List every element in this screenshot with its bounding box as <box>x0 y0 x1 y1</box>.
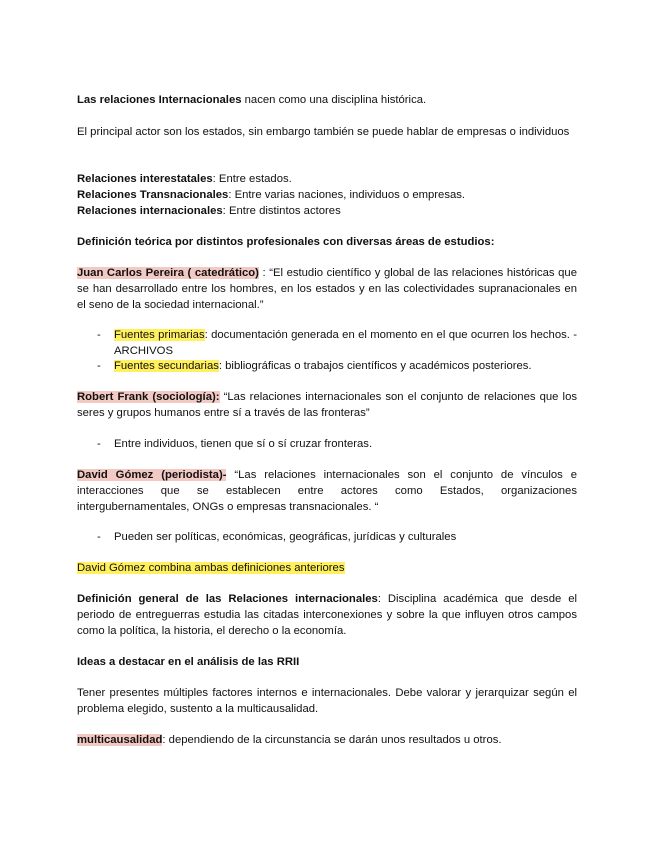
gomez-paragraph <box>77 467 577 515</box>
list-item-fuentes-primarias <box>97 327 577 359</box>
bullet-text: Entre individuos, tienen que sí o sí cruzar fronteras. <box>114 438 373 450</box>
frank-name: Robert Frank (sociología): <box>77 391 220 403</box>
gomez-name: David Gómez (periodista)- <box>77 469 227 481</box>
heading-definicion-teorica: Definición teórica por distintos profesionales con diversas áreas de estudios: <box>77 236 495 248</box>
definition-term: Relaciones Transnacionales <box>77 189 229 201</box>
pereira-name: Juan Carlos Pereira ( catedrático) <box>77 267 259 279</box>
bullet-text <box>114 327 577 359</box>
definition-text: : Entre varias naciones, individuos o empresas. <box>228 189 466 201</box>
frank-paragraph <box>77 389 577 421</box>
definition-term: Relaciones interestatales <box>77 173 213 185</box>
list-item-cruzar-fronteras <box>97 436 577 452</box>
definition-internacionales <box>77 203 577 219</box>
bullet-text <box>114 358 577 374</box>
bullet-text: Pueden ser políticas, económicas, geográficas, jurídicas y culturales <box>114 531 457 543</box>
highlight-fuentes-secundarias: Fuentes secundarias <box>114 360 219 372</box>
frank-quote: “Las relaciones internacionales son el conjunto de relaciones que los seres y grupos humanos entre sí a través de las fronteras” <box>77 391 577 419</box>
bullet-dash: - <box>97 360 101 372</box>
intro-bold: Las relaciones Internacionales <box>77 94 242 106</box>
bullet-dash: - <box>97 329 101 341</box>
general-definition-paragraph <box>77 591 577 639</box>
definition-transnacionales <box>77 187 577 203</box>
multicausalidad-text: : dependiendo de la circunstancia se darán unos resultados u otros. <box>162 734 502 746</box>
general-definition-text: : Disciplina académica que desde el periodo de entreguerras estudia las citadas interconexiones y sobre la que influyen otros campos como la política, la historia, el derecho o la economía. <box>77 593 577 637</box>
bullet-dash: - <box>97 438 101 450</box>
list-item-ambitos <box>97 529 577 545</box>
bullet-dash: - <box>97 531 101 543</box>
pereira-paragraph <box>77 265 577 313</box>
gomez-quote: “Las relaciones internacionales son el conjunto de vínculos e interacciones que se establecen entre actores como Estados, organizaciones intergubernamentales, ONGs o empresas transnacionales. “ <box>77 469 577 513</box>
intro-paragraph <box>77 92 577 108</box>
combina-paragraph <box>77 560 577 576</box>
highlight-combina: David Gómez combina ambas definiciones anteriores <box>77 562 345 574</box>
heading-ideas-destacar: Ideas a destacar en el análisis de las RRII <box>77 656 300 668</box>
definition-interestatales <box>77 171 577 187</box>
bullet-body: : documentación generada en el momento en el que ocurren los hechos. - ARCHIVOS <box>114 329 577 357</box>
pereira-quote: : “El estudio científico y global de las relaciones históricas que se han desarrollado entre los hombres, en los estados y en las colectividades supranacionales en el seno de la sociedad internacional.” <box>77 267 577 311</box>
intro-text: nacen como una disciplina histórica. <box>241 94 427 106</box>
definition-text: : Entre estados. <box>212 173 292 185</box>
list-item-fuentes-secundarias <box>97 358 577 374</box>
general-definition-term: Definición general de las Relaciones internacionales <box>77 593 378 605</box>
highlight-fuentes-primarias: Fuentes primarias <box>114 329 205 341</box>
definition-term: Relaciones internacionales <box>77 205 223 217</box>
definition-text: : Entre distintos actores <box>222 205 341 217</box>
multicausalidad-paragraph <box>77 732 577 748</box>
bullet-body: : bibliográficas o trabajos científicos y académicos posteriores. <box>218 360 532 372</box>
actors-paragraph: El principal actor son los estados, sin embargo también se puede hablar de empresas o individuos <box>77 126 570 138</box>
multicausalidad-term: multicausalidad <box>77 734 163 746</box>
factores-paragraph: Tener presentes múltiples factores internos e internacionales. Debe valorar y jerarquizar según el problema elegido, sustento a la multicausalidad. <box>77 687 577 715</box>
